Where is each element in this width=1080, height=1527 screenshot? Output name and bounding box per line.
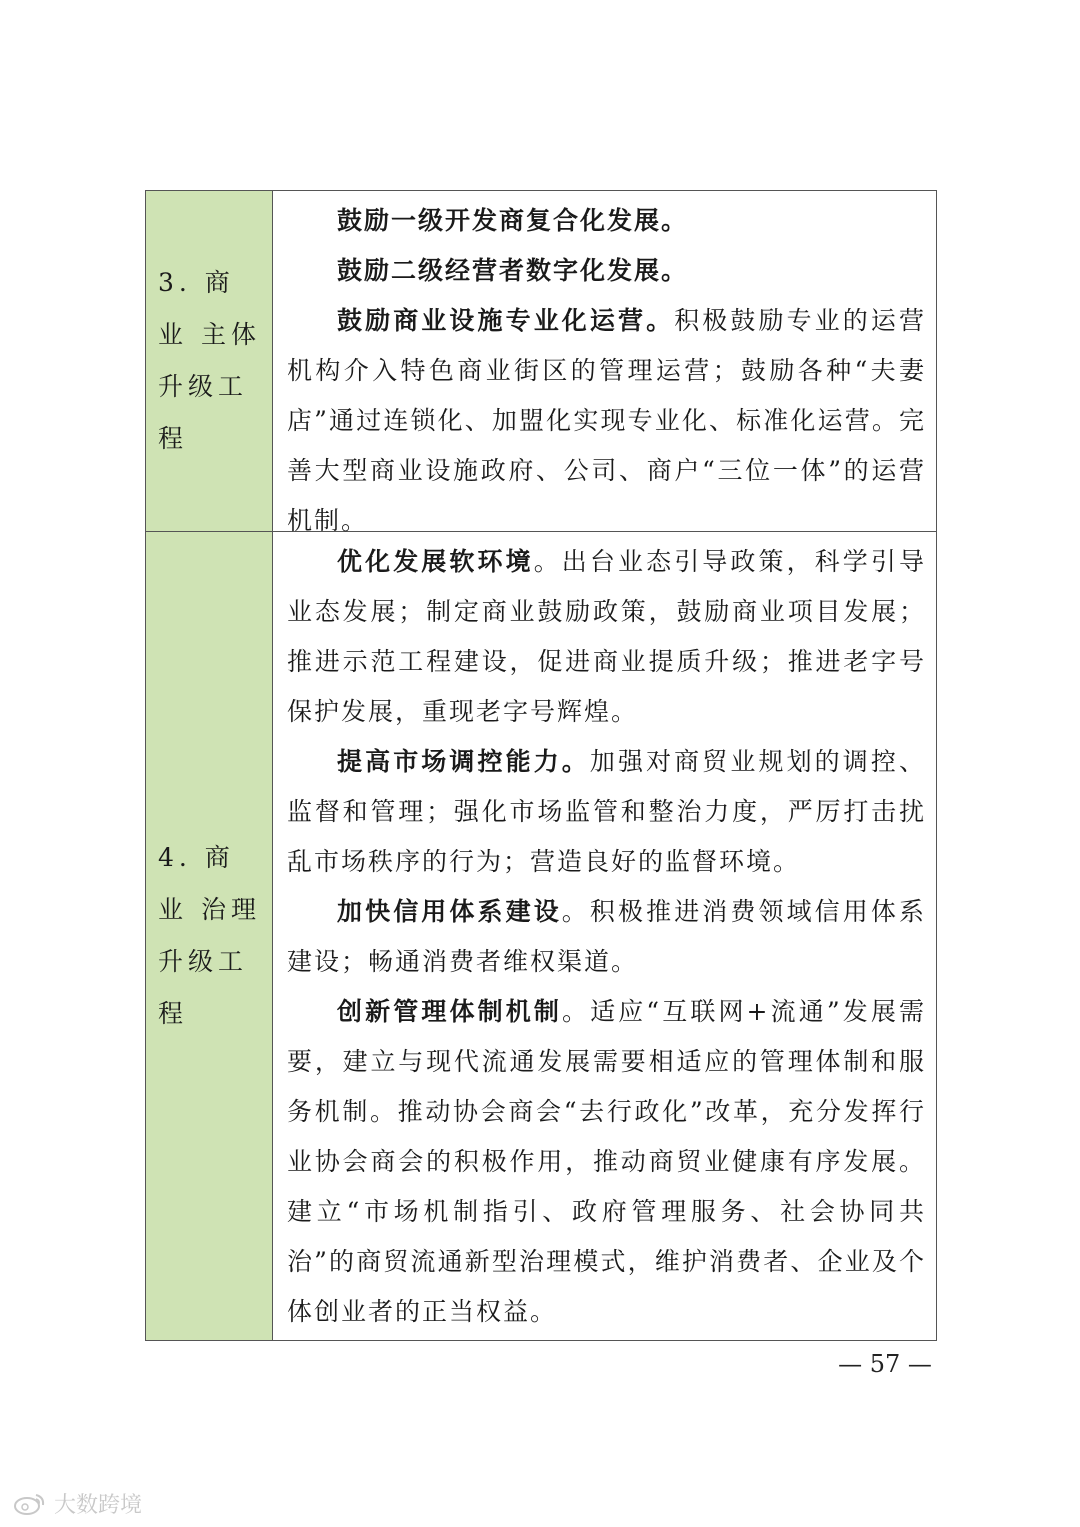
page-number: — 57 — <box>838 1350 932 1378</box>
paragraph-heading: 创新管理体制机制 <box>337 997 562 1026</box>
content-cell <box>273 191 936 535</box>
paragraph-heading: 鼓励二级经营者数字化发展。 <box>337 256 689 285</box>
paragraph <box>287 737 926 887</box>
paragraph-text: 积极鼓励专业的运营机构介入特色商业街区的管理运营；鼓励各种“夫妻店”通过连锁化、加盟化实现专业化、标准化运营。完善大型商业设施政府、公司、商户“三位一体”的运营机制。 <box>287 306 926 535</box>
project-table <box>145 190 937 1341</box>
content-cell <box>273 532 936 1340</box>
paragraph <box>287 296 926 546</box>
paragraph-heading: 提高市场调控能力。 <box>337 747 590 776</box>
paragraph <box>287 537 926 737</box>
paragraph-heading: 加快信用体系建设 <box>337 897 562 926</box>
paragraph <box>287 987 926 1337</box>
watermark-text: 大数跨境 <box>54 1493 143 1518</box>
paragraph-text: 。积极推进消费领域信用体系建设；畅通消费者维权渠道。 <box>287 897 926 976</box>
table-row-commercial-entity <box>146 191 936 535</box>
paragraph-text: 。适应“互联网+流通”发展需要，建立与现代流通发展需要相适应的管理体制和服务机制。推动协会商会“去行政化”改革，充分发挥行业协会商会的积极作用，推动商贸业健康有序发展。建立“市场机制指引、政府管理服务、社会协同共治”的商贸流通新型治理模式，维护消费者、企业及个体创业者的正当权益。 <box>287 997 926 1326</box>
paragraph <box>287 196 926 246</box>
table-row-commercial-governance <box>146 532 936 1340</box>
category-label: 3. 商 业 主体升级工程 <box>158 268 261 453</box>
paragraph-text: 。出台业态引导政策，科学引导业态发展；制定商业鼓励政策，鼓励商业项目发展；推进示范工程建设，促进商业提质升级；推进老字号保护发展，重现老字号辉煌。 <box>287 547 926 726</box>
category-label: 4. 商 业 治理升级工程 <box>158 843 261 1028</box>
paragraph <box>287 246 926 296</box>
paragraph-heading: 优化发展软环境 <box>337 547 534 576</box>
paragraph-heading: 鼓励商业设施专业化运营。 <box>337 306 675 335</box>
paragraph-heading: 鼓励一级开发商复合化发展。 <box>337 206 689 235</box>
watermark <box>12 1488 142 1519</box>
paragraph-text: 加强对商贸业规划的调控、监督和管理；强化市场监管和整治力度，严厉打击扰乱市场秩序的行为；营造良好的监督环境。 <box>287 747 926 876</box>
category-cell <box>146 191 273 531</box>
paragraph <box>287 887 926 987</box>
category-cell <box>146 532 273 1340</box>
weibo-logo-icon <box>12 1491 48 1517</box>
